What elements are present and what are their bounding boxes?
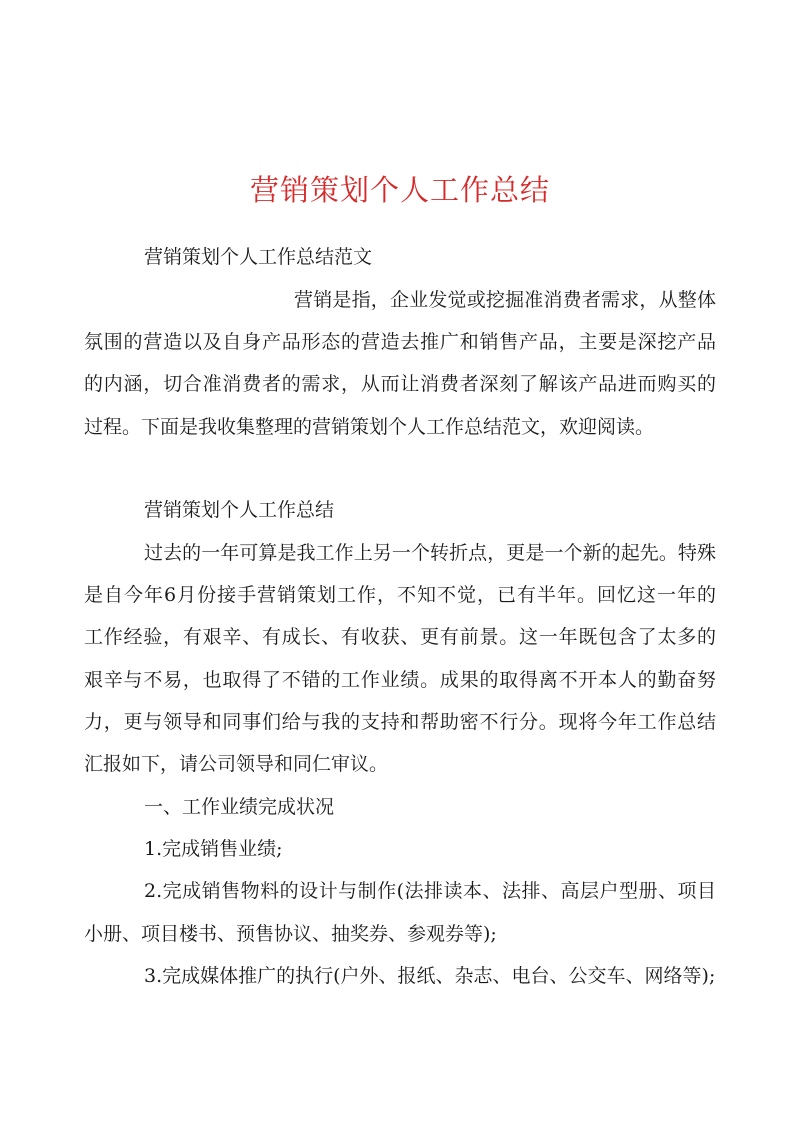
paragraph-line: 氛围的营造以及自身产品形态的营造去推广和销售产品，主要是深挖产品 <box>84 331 716 353</box>
list-item: 3.完成媒体推广的执行(户外、报纸、杂志、电台、公交车、网络等); <box>144 965 716 987</box>
list-item-continuation: 小册、项目楼书、预售协议、抽奖券、参观券等); <box>84 923 497 945</box>
list-item: 2.完成销售物料的设计与制作(法排读本、法排、高层户型册、项目 <box>144 880 716 902</box>
document-title: 营销策划个人工作总结 <box>249 173 550 207</box>
paragraph-line: 营销是指，企业发觉或挖掘准消费者需求，从整体 <box>294 289 716 311</box>
paragraph-line: 过程。下面是我收集整理的营销策划个人工作总结范文，欢迎阅读。 <box>84 416 655 438</box>
paragraph-line: 的内涵，切合准消费者的需求，从而让消费者深刻了解该产品进而购买的 <box>84 373 716 395</box>
paragraph-line: 力，更与领导和同事们给与我的支持和帮助密不行分。现将今年工作总结 <box>84 711 716 733</box>
paragraph-line: 艰辛与不易，也取得了不错的工作业绩。成果的取得离不开本人的勤奋努 <box>84 669 716 691</box>
section-heading: 营销策划个人工作总结 <box>144 499 335 521</box>
list-item: 1.完成销售业绩; <box>144 838 283 860</box>
paragraph-line: 是自今年6月份接手营销策划工作，不知不觉，已有半年。回忆这一年的 <box>84 584 716 606</box>
section-heading: 一、工作业绩完成状况 <box>144 796 335 818</box>
paragraph-line: 工作经验，有艰辛、有成长、有收获、更有前景。这一年既包含了太多的 <box>84 626 716 648</box>
subtitle-line: 营销策划个人工作总结范文 <box>144 246 373 268</box>
paragraph-line: 汇报如下，请公司领导和同仁审议。 <box>84 753 389 775</box>
paragraph-line: 过去的一年可算是我工作上另一个转折点，更是一个新的起先。特殊 <box>144 542 716 564</box>
